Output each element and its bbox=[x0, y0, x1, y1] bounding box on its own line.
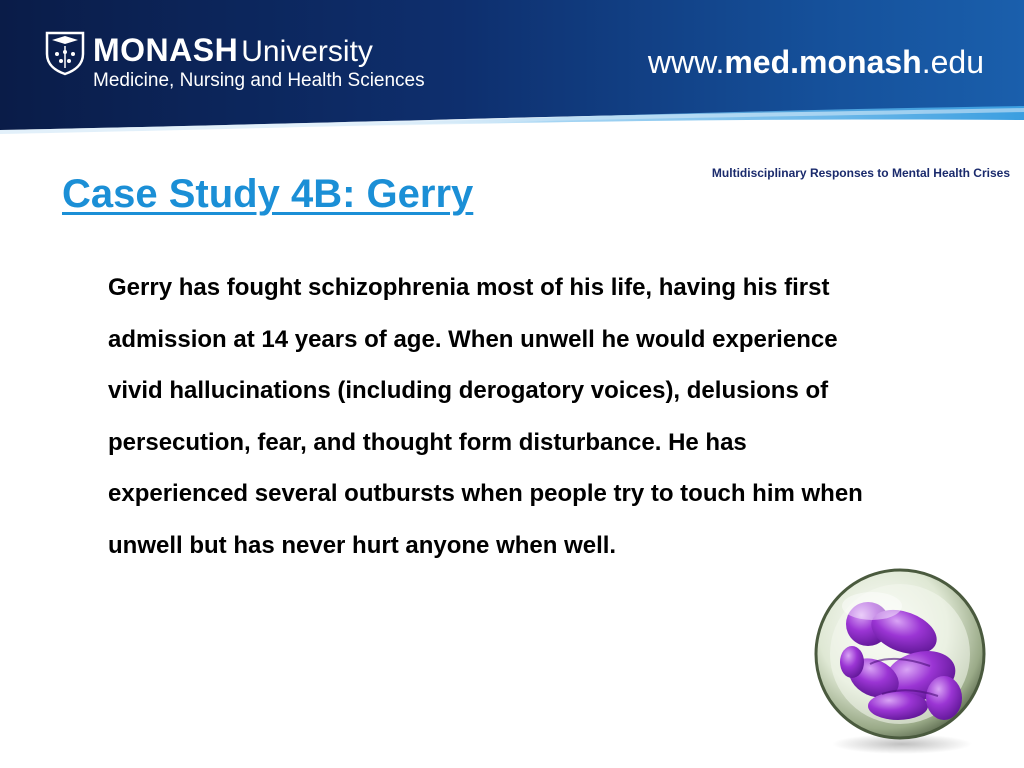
brand-name bbox=[93, 32, 373, 69]
url-prefix: www. bbox=[647, 44, 725, 80]
monash-crest-icon bbox=[44, 30, 86, 76]
curled-figure-in-bubble-icon bbox=[812, 566, 988, 756]
brand-monash: MONASH bbox=[93, 32, 239, 68]
brand-university: University bbox=[241, 35, 373, 68]
faculty-name: Medicine, Nursing and Health Sciences bbox=[93, 70, 425, 91]
slide-subtitle: Multidisciplinary Responses to Mental Health Crises bbox=[711, 166, 1010, 180]
url-main: med.monash bbox=[724, 44, 922, 80]
slide-title[interactable]: Case Study 4B: Gerry bbox=[62, 172, 474, 216]
website-url[interactable] bbox=[648, 44, 984, 81]
case-description: Gerry has fought schizophrenia most of his life, having his first admission at 14 years of age. When unwell he would experience vivid hallucinations (including derogatory voices), delusions of persecution, fear, and thought form disturbance. He has experienced several outbursts when people try to touch him when unwell but has never hurt anyone when well. bbox=[108, 274, 863, 559]
url-suffix: .edu bbox=[921, 44, 984, 80]
header-banner bbox=[0, 0, 1024, 140]
